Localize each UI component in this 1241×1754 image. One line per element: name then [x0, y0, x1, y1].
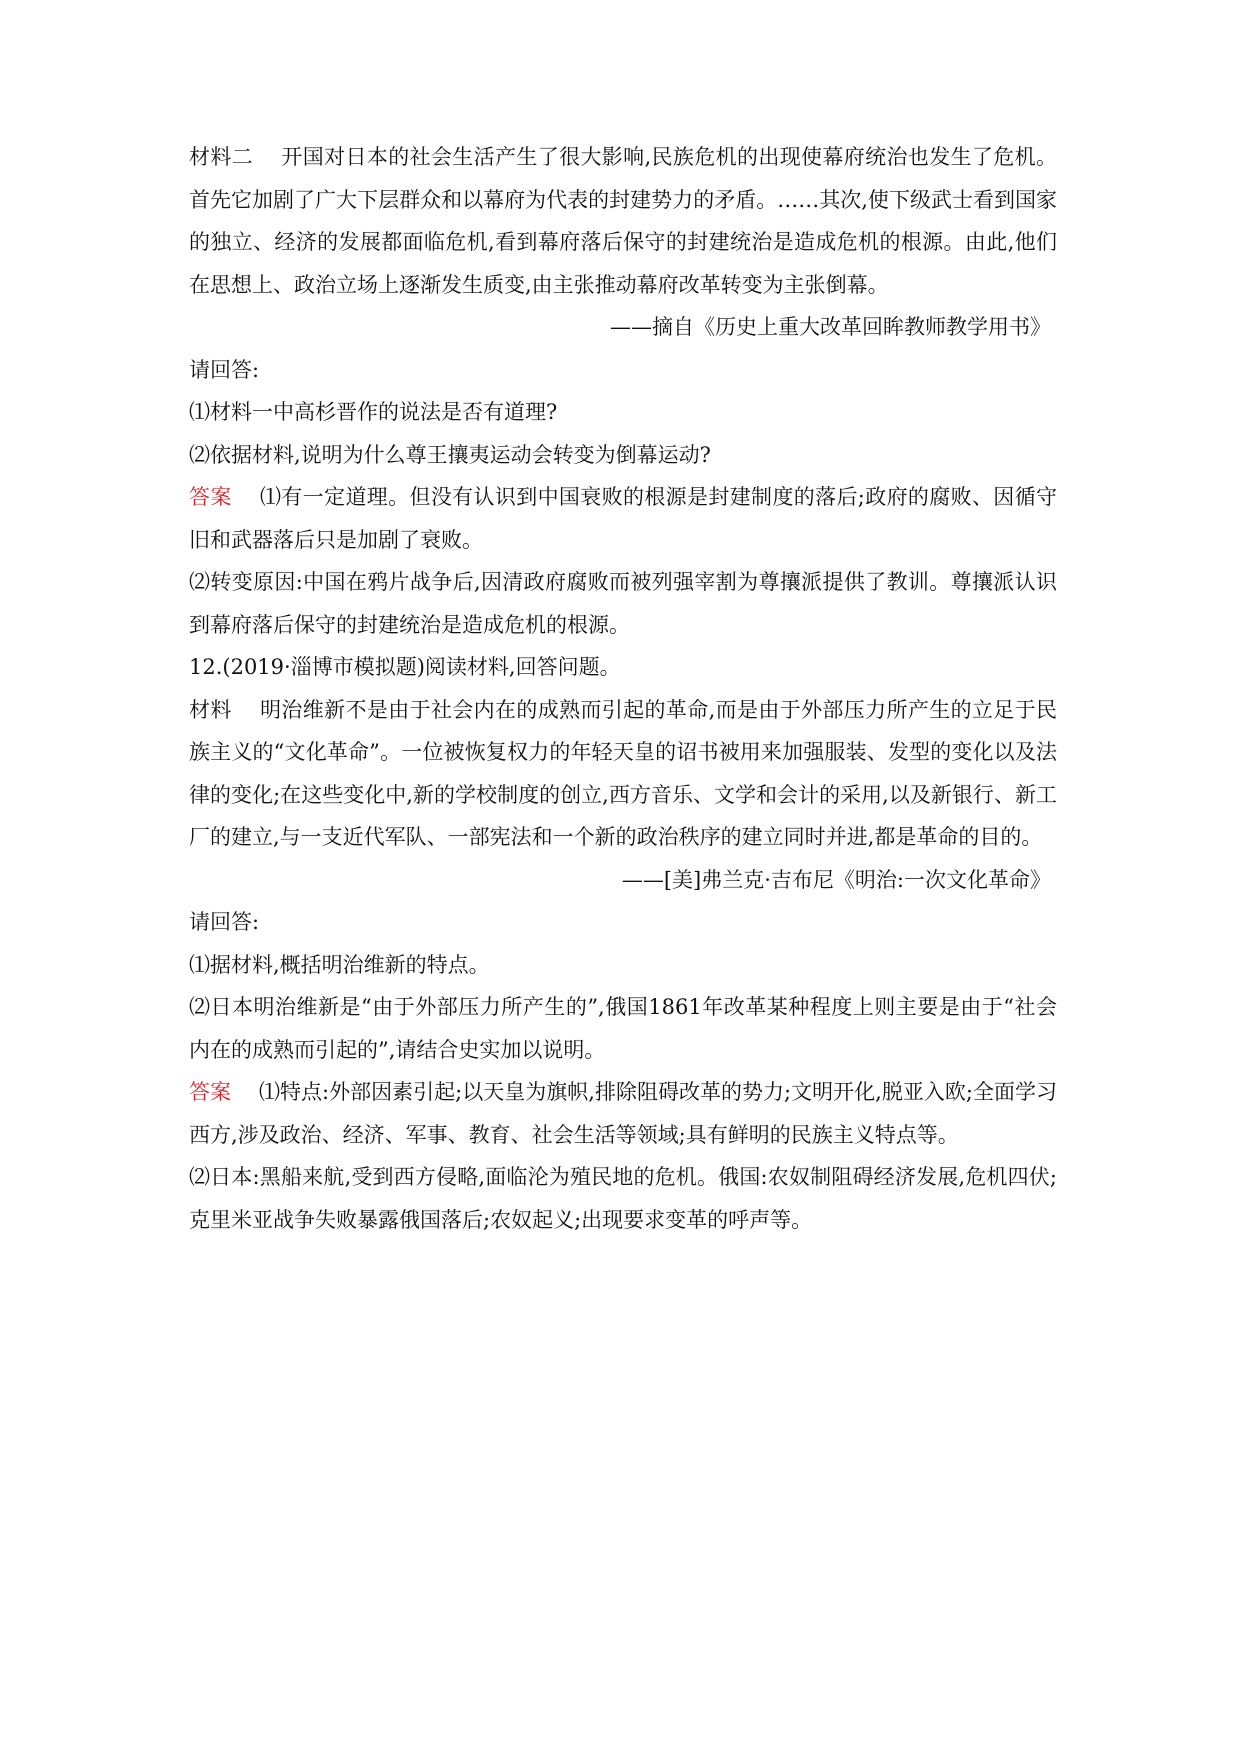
q12-prompt: 请回答: [189, 910, 260, 934]
q12-answer-2: ⑵日本:黑船来航,受到西方侵略,面临沦为殖民地的危机。俄国:农奴制阻碍经济发展,危机四伏;克里米亚战争失败暴露俄国落后;农奴起义;出现要求变革的呼声等。 [189, 1165, 1057, 1232]
q12-answer-1 [189, 1071, 1057, 1156]
q11-answer-1 [189, 476, 1057, 561]
q12-question-2: ⑵日本明治维新是“由于外部压力所产生的”,俄国1861年改革某种程度上则主要是由于“社会内在的成熟而引起的”,请结合史实加以说明。 [189, 995, 1057, 1062]
q12-heading: 12.(2019·淄博市模拟题)阅读材料,回答问题。 [189, 655, 621, 679]
q12-answer-1-text: ⑴特点:外部因素引起;以天皇为旗帜,排除阻碍改革的势力;文明开化,脱亚入欧;全面学习西方,涉及政治、经济、军事、教育、社会生活等领域;具有鲜明的民族主义特点等。 [189, 1080, 1057, 1147]
material2-paragraph [189, 136, 1057, 306]
q11-prompt: 请回答: [189, 357, 260, 382]
document-page [189, 136, 1057, 1241]
answer-label: 答案 [189, 485, 232, 509]
q12-question-1: ⑴据材料,概括明治维新的特点。 [189, 952, 490, 977]
q11-question-2: ⑵依据材料,说明为什么尊王攘夷运动会转变为倒幕运动? [189, 442, 711, 467]
material2-source: ——摘自《历史上重大改革回眸教师教学用书》 [610, 315, 1051, 339]
material2-text: 开国对日本的社会生活产生了很大影响,民族危机的出现使幕府统治也发生了危机。首先它加剧了广大下层群众和以幕府为代表的封建势力的矛盾。……其次,使下级武士看到国家的独立、经济的发展都面临危机,看到幕府落后保守的封建统治是造成危机的根源。由此,他们在思想上、政治立场上逐渐发生质变,由主张推动幕府改革转变为主张倒幕。 [189, 145, 1057, 297]
material2-label: 材料二 [189, 145, 254, 169]
q12-material-source: ——[美]弗兰克·吉布尼《明治:一次文化革命》 [621, 867, 1051, 892]
q12-material-text: 明治维新不是由于社会内在的成熟而引起的革命,而是由于外部压力所产生的立足于民族主义的“文化革命”。一位被恢复权力的年轻天皇的诏书被用来加强服装、发型的变化以及法律的变化;在这些变化中,新的学校制度的创立,西方音乐、文学和会计的采用,以及新银行、新工厂的建立,与一支近代军队、一部宪法和一个新的政治秩序的建立同时并进,都是革命的目的。 [189, 697, 1058, 849]
q12-material-paragraph [189, 689, 1057, 859]
q11-answer-1-text: ⑴有一定道理。但没有认识到中国衰败的根源是封建制度的落后;政府的腐败、因循守旧和武器落后只是加剧了衰败。 [189, 485, 1058, 552]
q11-question-1: ⑴材料一中高杉晋作的说法是否有道理? [189, 400, 558, 424]
q11-answer-2: ⑵转变原因:中国在鸦片战争后,因清政府腐败而被列强宰割为尊攘派提供了教训。尊攘派认识到幕府落后保守的封建统治是造成危机的根源。 [189, 570, 1057, 637]
answer-label: 答案 [189, 1080, 232, 1104]
q12-material-label: 材料 [189, 697, 232, 722]
